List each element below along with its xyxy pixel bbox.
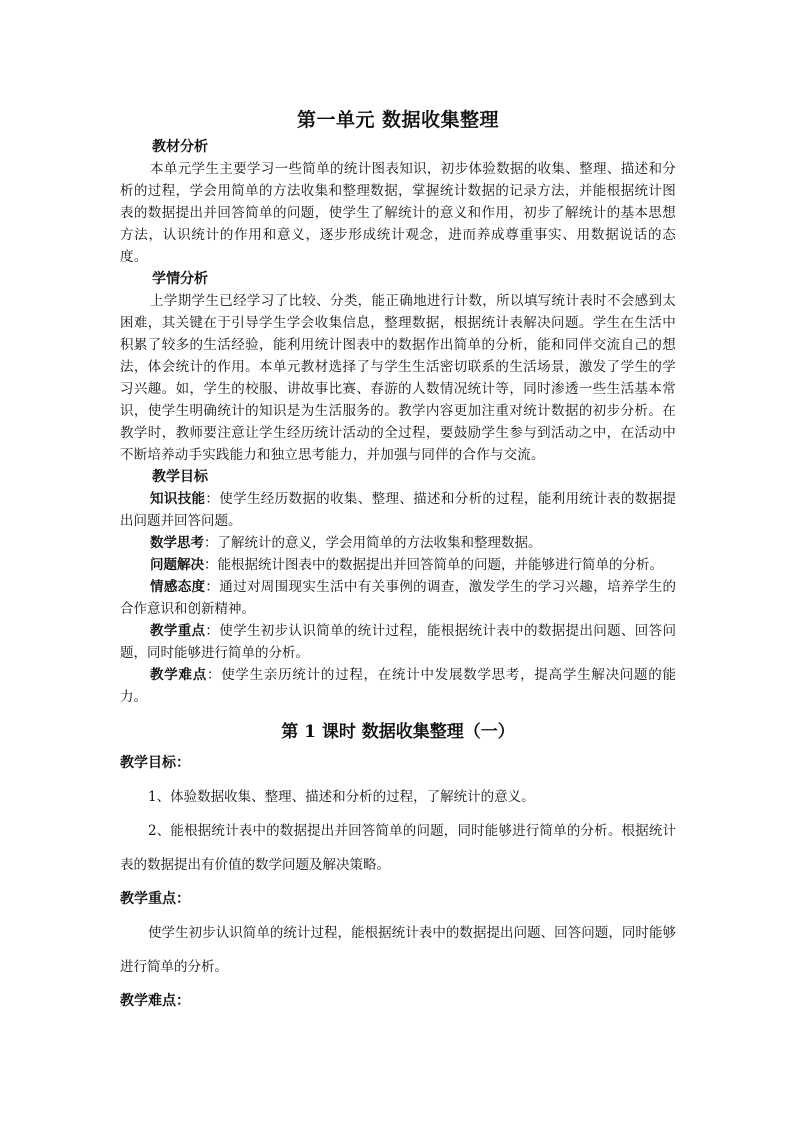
goal-label: 问题解决 [150,557,204,573]
lesson-difficulty-heading: 教学难点： [120,993,190,1009]
section-heading-teaching-goals: 教学目标 [152,469,208,485]
document-page [120,100,676,1026]
section-text-student-analysis: 上学期学生已经学习了比较、分类，能正确地进行计数，所以填写统计表时不会感到太困难，其关键在于引导学生学会收集信息，整理数据，根据统计表解决问题。学生在生活中积累了较多的生活经验，能利用统计图表中的数据作出简单的分析，能和同伴交流自己的想法，体会统计的作用。本单元教材选择了与学生生活密切联系的生活场景，激发了学生的学习兴趣。如，学生的校服、讲故事比赛、春游的人数情况统计等，同时渗透一些生活基本常识，使学生明确统计的知识是为生活服务的。教学内容更加注重对统计数据的初步分析。在教学时，教师要注意让学生经历统计活动的全过程，要鼓励学生参与到活动之中，在活动中不断培养动手实践能力和独立思考能力，并加强与同伴的合作与交流。 [120,293,676,463]
goal-key-points [120,620,676,664]
lesson-goal-item-1: 1、体验数据收集、整理、描述和分析的过程，了解统计的意义。 [148,789,535,805]
goal-math-thinking [120,532,676,554]
goal-problem-solving [120,554,676,576]
unit-title: 第一单元 数据收集整理 [296,109,500,131]
goal-text: ：能根据统计图表中的数据提出并回答简单的问题，并能够进行简单的分析。 [204,557,663,573]
section-heading-student-analysis: 学情分析 [152,271,208,287]
goal-label: 数学思考 [150,535,204,551]
goal-text: ：使学生初步认识简单的统计过程，能根据统计表中的数据提出问题、回答问题，同时能够进行简单的分析。 [120,623,676,661]
lesson-goals-heading: 教学目标： [120,755,190,771]
lesson-key-heading: 教学重点： [120,891,190,907]
goal-label: 教学重点 [150,623,206,639]
goal-text: ：使学生亲历统计的过程，在统计中发展数学思考，提高学生解决问题的能力。 [120,667,677,705]
section-heading-textbook-analysis: 教材分析 [152,139,208,155]
goal-label: 情感态度 [150,579,206,595]
goal-knowledge-skills [120,488,676,532]
goal-text: ：了解统计的意义，学会用简单的方法收集和整理数据。 [204,535,542,551]
lesson-goal-item-2: 2、能根据统计表中的数据提出并回答简单的问题，同时能够进行简单的分析。根据统计表的数据提出有价值的数学问题及解决策略。 [120,823,676,873]
goal-difficulties [120,664,676,708]
section-text-textbook-analysis: 本单元学生主要学习一些简单的统计图表知识，初步体验数据的收集、整理、描述和分析的过程，学会用简单的方法收集和整理数据，掌握统计数据的记录方法，并能根据统计图表的数据提出并回答简单的问题，使学生了解统计的意义和作用，初步了解统计的基本思想方法，认识统计的作用和意义，逐步形成统计观念，进而养成尊重事实、用数据说话的态度。 [120,161,676,265]
goal-label: 教学难点 [150,667,207,683]
goal-text: ：通过对周围现实生活中有关事例的调查，激发学生的学习兴趣，培养学生的合作意识和创新精神。 [120,579,676,617]
goal-emotion-attitude [120,576,676,620]
goal-label: 知识技能 [150,491,206,507]
goal-text: ：使学生经历数据的收集、整理、描述和分析的过程，能利用统计表的数据提出问题并回答问题。 [120,491,676,529]
lesson-key-text: 使学生初步认识简单的统计过程，能根据统计表中的数据提出问题、回答问题，同时能够进行简单的分析。 [120,925,676,975]
lesson-title: 第 1 课时 数据收集整理（一） [281,722,515,742]
